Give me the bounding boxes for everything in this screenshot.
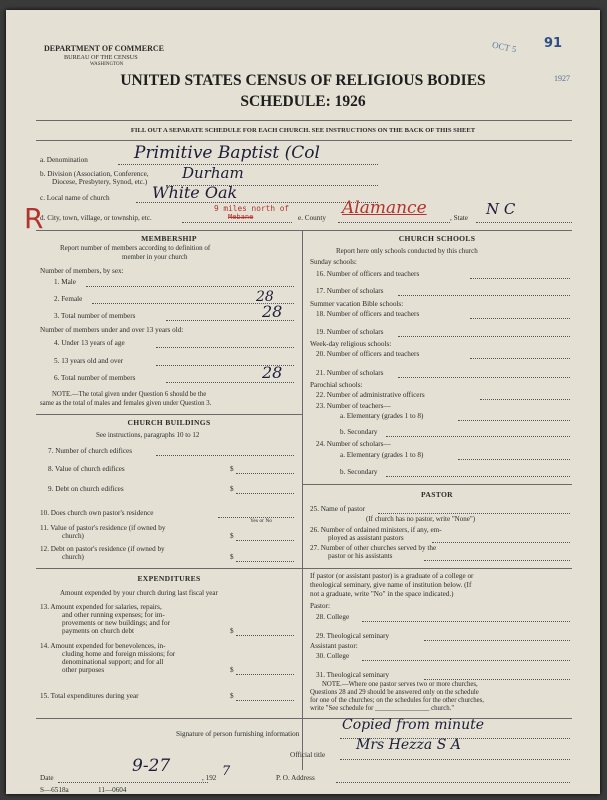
city-value-2[interactable]: Mebane	[228, 213, 254, 221]
census-schedule-page: DEPARTMENT OF COMMERCE BUREAU OF THE CENSUS WASHINGTON UNITED STATES CENSUS OF RELIGIOUS BODIES SCHEDULE: 1926 91 OCT 5 1927 FILL OUT A SEPARATE SCHEDULE FOR EACH CHURCH. SEE INSTRUCTIONS ON THE BACK OF THIS SHEET a. Denomination Primitive Baptist (Col b. Division (Association, Conference, Diocese, Presbytery, Synod, etc.) Durham c. Local name of church White Oak R d. City, town, village, or township, etc. 9 miles north of Mebane e. County Alamance , State N C MEMBERSHIP Report number of members according to definition of member in your church Number of members, by sex: 1. Male 2. Female 28 3. Total number of members 28 Number of members under and over 13 years old: 4. Under 13 years of age 5. 13 years old and over 6. Total number of members 28 NOTE.—The total given under Question 6 should be the same as the total of males and females given under Question 3. CHURCH BUILDINGS See instructions, paragraphs 10 to 12 7. Number of church edifices 8. Value of church edifices $ 9. Debt on church edifices $ 10. Does church own pastor's residence Yes or No 11. Value of pastor's residence (if owned by church) $ 12. Debt on pastor's residence (if owned by church) $ EXPENDITURES Amount expended by your church during last fiscal year 13. Amount expended for salaries, repairs, and other running expenses; for im- provements or new buildings; and for payments on church debt $ 14. Amount expended for benevolences, in- cluding home and foreign missions; for denominational support; and for all other purposes $ 15. Total expenditures during year $ CHURCH SCHOOLS Report here only schools conducted by this church Sunday schools: 16. Number of officers and teachers 17. Number of scholars Summer vacation Bible schools: 18. Number of officers and teachers 19. Number of scholars Week-day religious schools: 20. Number of officers and teachers 21. Number of scholars Parochial schools: 22. Number of administrative officers 23. Number of teachers— a. Elementary (grades 1 to 8) b. Secondary 24. Number of scholars— a. Elementary (grades 1 to 8) b. Secondary PASTOR 25. Name of pastor (If church has no pastor, write "None") 26. Number of ordained ministers, if any, em- ployed as assistant pastors 27. Number of other churches served by the pastor or his assistants If pastor (or assistant pastor) is a graduate of a college or theological seminary, give name of institution below. (If not a graduate, write "No" in the space indicated.) Pastor: 28. College 29. Theological seminary Assistant pastor: 30. College 31. Theological seminary NOTE.—Where one pastor serves two or more churches, Questions 28 and 29 should be answered only on the schedule for one of the churches; on the schedules for the other churches, write "See schedule for ________________ church." Signature of person furnishing information Copied from minute Official title Mrs Hezza S A Date 9-27 , 192 7 P. O. Address S—6518a 11—0604	[6, 10, 600, 794]
instruction-line: FILL OUT A SEPARATE SCHEDULE FOR EACH CHURCH. SEE INSTRUCTIONS ON THE BACK OF THIS SHEET	[130, 127, 476, 134]
bureau-label: BUREAU OF THE CENSUS	[64, 54, 138, 61]
division-value[interactable]: Durham	[182, 164, 244, 182]
city-label-field: d. City, town, village, or township, etc.	[40, 214, 152, 222]
column-divider	[302, 230, 303, 770]
header-rule-2	[36, 140, 572, 141]
denomination-label: a. Denomination	[40, 156, 88, 164]
signature-label: Signature of person furnishing information	[176, 730, 300, 738]
schedule-title: SCHEDULE: 1926	[240, 93, 366, 110]
header-rule	[36, 120, 572, 121]
male-label: 1. Male	[54, 278, 76, 286]
print-number: 11—0604	[98, 786, 127, 794]
local-name-label: c. Local name of church	[40, 194, 110, 202]
over-13-label: 5. 13 years old and over	[54, 357, 124, 365]
total-age-label: 6. Total number of members	[54, 374, 136, 382]
official-title-value[interactable]: Mrs Hezza S A	[356, 737, 461, 753]
total-members-value[interactable]: 28	[262, 302, 283, 321]
male-field[interactable]	[86, 286, 294, 287]
expenditures-title: EXPENDITURES	[137, 574, 201, 583]
division-label-2: Diocese, Presbytery, Synod, etc.)	[52, 178, 148, 186]
received-stamp: OCT 5	[491, 39, 518, 55]
buildings-title: CHURCH BUILDINGS	[127, 418, 211, 427]
po-address-label: P. O. Address	[276, 774, 315, 782]
membership-title: MEMBERSHIP	[141, 234, 197, 243]
female-label: 2. Female	[54, 295, 83, 303]
schools-title: CHURCH SCHOOLS	[398, 234, 476, 243]
r-mark: R	[24, 202, 44, 235]
state-value[interactable]: N C	[486, 200, 516, 218]
signature-value[interactable]: Copied from minute	[342, 717, 485, 733]
female-value[interactable]: 28	[256, 289, 274, 305]
form-number: S—6518a	[40, 786, 69, 794]
division-label: b. Division (Association, Conference,	[40, 170, 149, 178]
total-members-label: 3. Total number of members	[54, 312, 136, 320]
official-title-label: Official title	[290, 751, 326, 759]
state-label: , State	[450, 214, 468, 222]
under-13-label: 4. Under 13 years of age	[54, 339, 125, 347]
dept-label: DEPARTMENT OF COMMERCE	[44, 44, 165, 53]
received-stamp-year: 1927	[554, 74, 570, 83]
year-value[interactable]: 7	[222, 764, 231, 779]
county-label: e. County	[298, 214, 326, 222]
total-age-value[interactable]: 28	[262, 363, 283, 382]
date-label: Date	[40, 774, 54, 782]
schedule-number: 91	[544, 36, 563, 51]
county-value[interactable]: Alamance	[342, 198, 427, 218]
city-label: WASHINGTON	[90, 62, 124, 67]
city-value[interactable]: 9 miles north of	[214, 204, 290, 213]
local-name-value[interactable]: White Oak	[152, 183, 238, 202]
page-title: UNITED STATES CENSUS OF RELIGIOUS BODIES	[120, 72, 486, 89]
date-value[interactable]: 9-27	[132, 756, 171, 776]
pastor-title: PASTOR	[421, 490, 453, 499]
denomination-value[interactable]: Primitive Baptist (Col	[134, 143, 320, 163]
